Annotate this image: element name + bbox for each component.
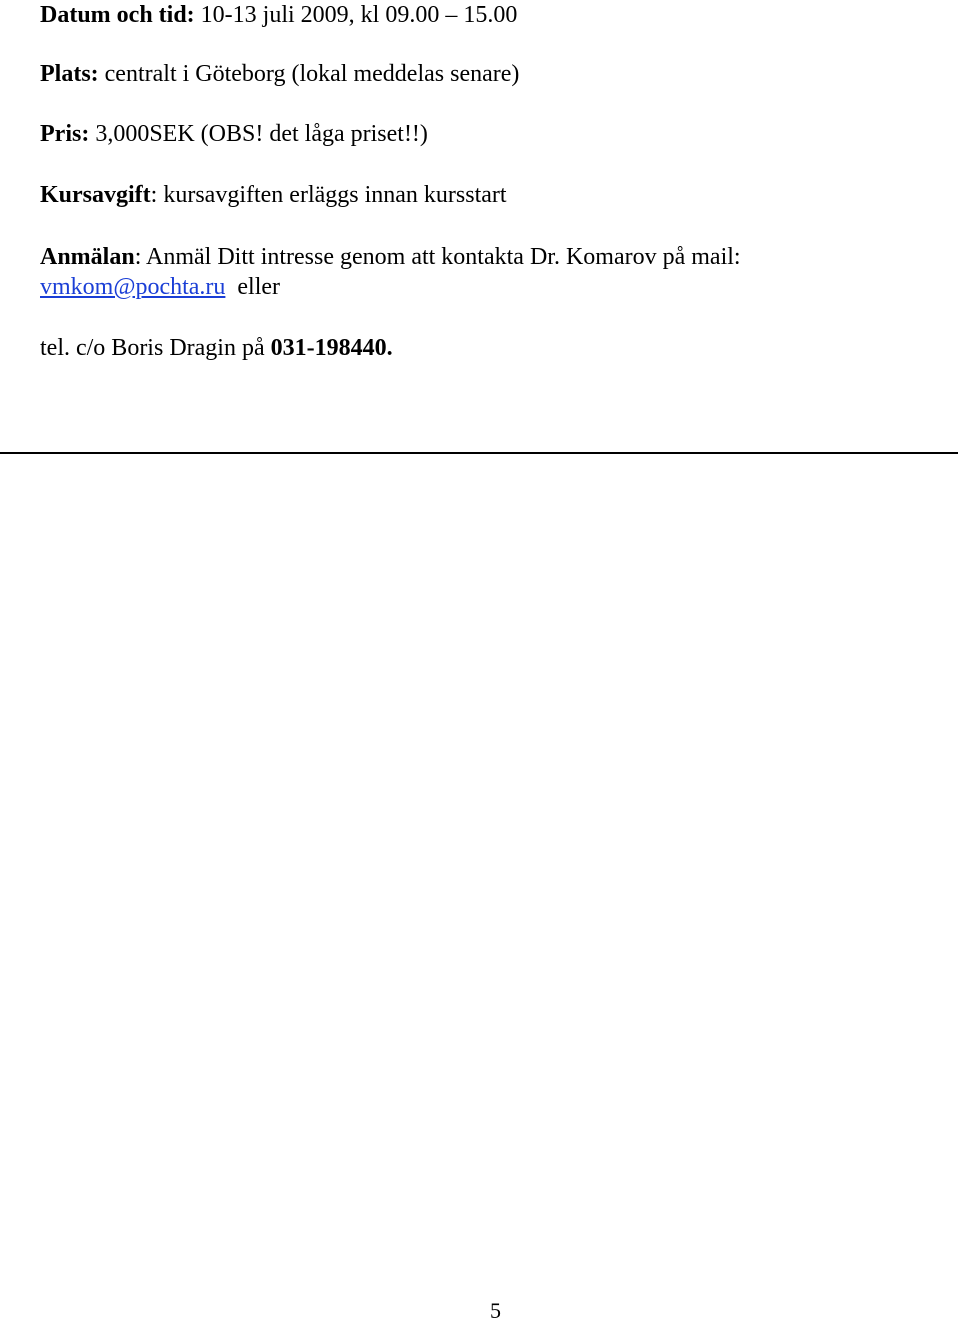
tel-suffix: . <box>386 335 393 361</box>
anmalan-value: : Anmäl Ditt intresse genom att kontakta Dr. Komarov på mail: <box>134 244 741 270</box>
tel-prefix: tel. c/o Boris Dragin på <box>40 335 271 361</box>
plats-line <box>40 59 519 89</box>
anmalan-label: Anmälan <box>40 244 135 270</box>
email-line <box>40 272 280 302</box>
pris-value: 3,000SEK (OBS! det låga priset!!) <box>95 121 428 147</box>
email-link[interactable]: vmkom@pochta.ru <box>40 274 226 300</box>
pris-line <box>40 119 428 149</box>
kursavgift-label: Kursavgift <box>40 182 151 208</box>
pris-label: Pris: <box>40 121 90 147</box>
anmalan-line <box>40 242 741 272</box>
datum-value: 10-13 juli 2009, kl 09.00 – 15.00 <box>200 2 518 28</box>
kursavgift-line <box>40 180 507 210</box>
page-number: 5 <box>490 1298 501 1323</box>
plats-value: centralt i Göteborg (lokal meddelas senare) <box>104 61 520 87</box>
datum-label: Datum och tid: <box>40 2 195 28</box>
tel-number: 031-198440 <box>270 335 387 361</box>
tel-line <box>40 333 393 363</box>
plats-label: Plats: <box>40 61 99 87</box>
horizontal-rule <box>0 452 958 454</box>
datum-line <box>40 0 517 30</box>
email-after-text: eller <box>237 274 281 300</box>
kursavgift-value: : kursavgiften erläggs innan kursstart <box>150 182 507 208</box>
